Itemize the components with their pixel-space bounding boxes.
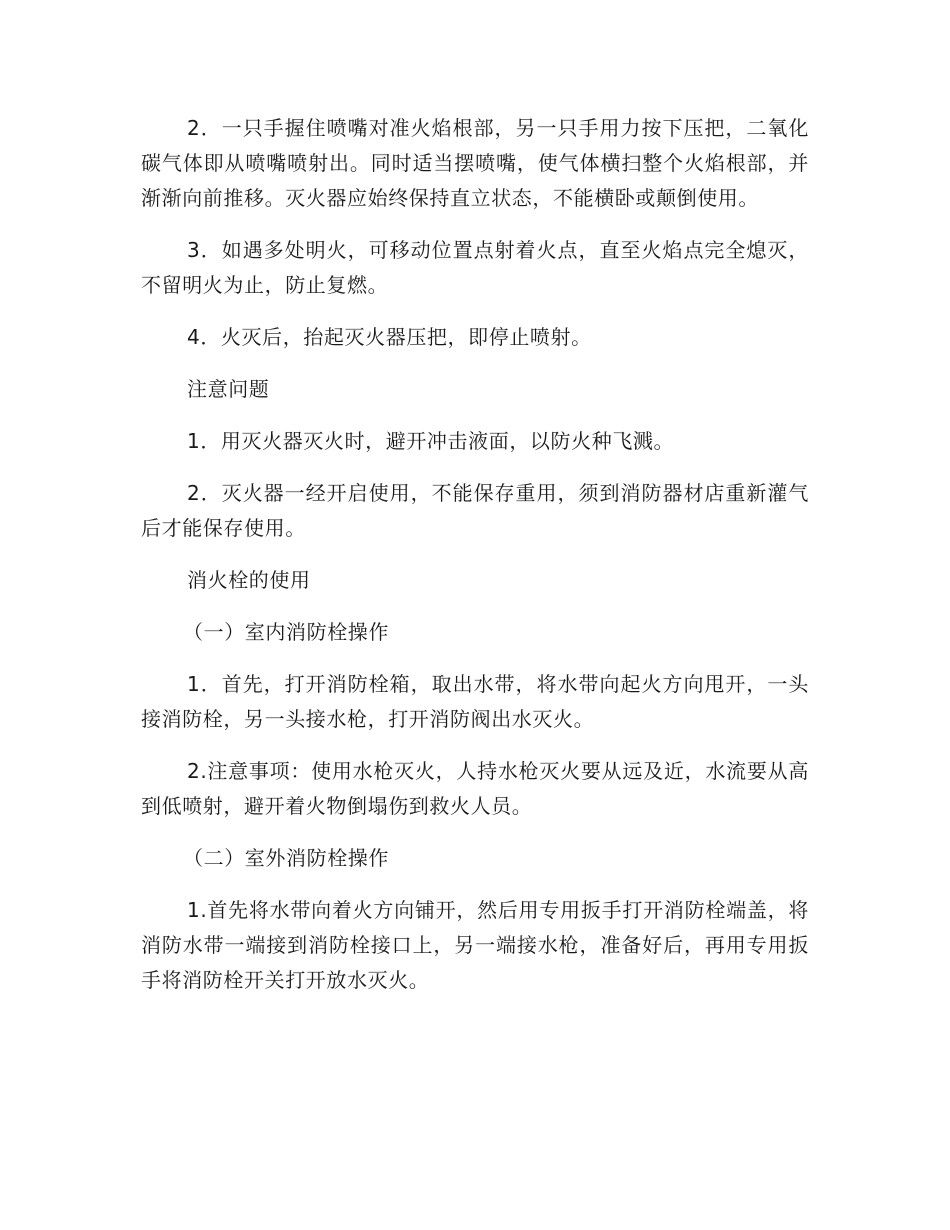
heading-precautions: 注意问题: [187, 377, 270, 401]
paragraph-indoor-step-1: 1．首先，打开消防栓箱，取出水带，将水带向起火方向甩开，一头接消防栓，另一头接水枪，打开消防阀出水灭火。: [141, 672, 809, 731]
paragraph-indoor-step-2: 2.注意事项：使用水枪灭火，人持水枪灭火要从远及近，水流要从高到低喷射，避开着火物倒塌伤到救火人员。: [141, 759, 809, 818]
paragraph-precaution-1: 1．用灭火器灭火时，避开冲击液面，以防火种飞溅。: [187, 429, 675, 453]
paragraph-co2-usage-step-3: 3．如遇多处明火，可移动位置点射着火点，直至火焰点完全熄灭，不留明火为止，防止复燃。: [141, 238, 809, 297]
document-body: [141, 111, 809, 1015]
paragraph-co2-usage-step-4: 4．火灭后，抬起灭火器压把，即停止喷射。: [187, 325, 592, 349]
paragraph-outdoor-step-1: 1.首先将水带向着火方向铺开，然后用专用扳手打开消防栓端盖，将消防水带一端接到消防栓接口上，另一端接水枪，准备好后，再用专用扳手将消防栓开关打开放水灭火。: [141, 898, 809, 992]
subheading-outdoor-hydrant: （二）室外消防栓操作: [183, 846, 389, 870]
paragraph-precaution-2: 2．灭火器一经开启使用，不能保存重用，须到消防器材店重新灌气后才能保存使用。: [141, 481, 809, 540]
paragraph-co2-usage-step-2: 2．一只手握住喷嘴对准火焰根部，另一只手用力按下压把，二氧化碳气体即从喷嘴喷射出。同时适当摆喷嘴，使气体横扫整个火焰根部，并渐渐向前推移。灭火器应始终保持直立状态，不能横卧或颠倒使用。: [141, 116, 809, 210]
heading-hydrant-usage: 消火栓的使用: [187, 568, 311, 592]
subheading-indoor-hydrant: （一）室内消防栓操作: [183, 620, 389, 644]
